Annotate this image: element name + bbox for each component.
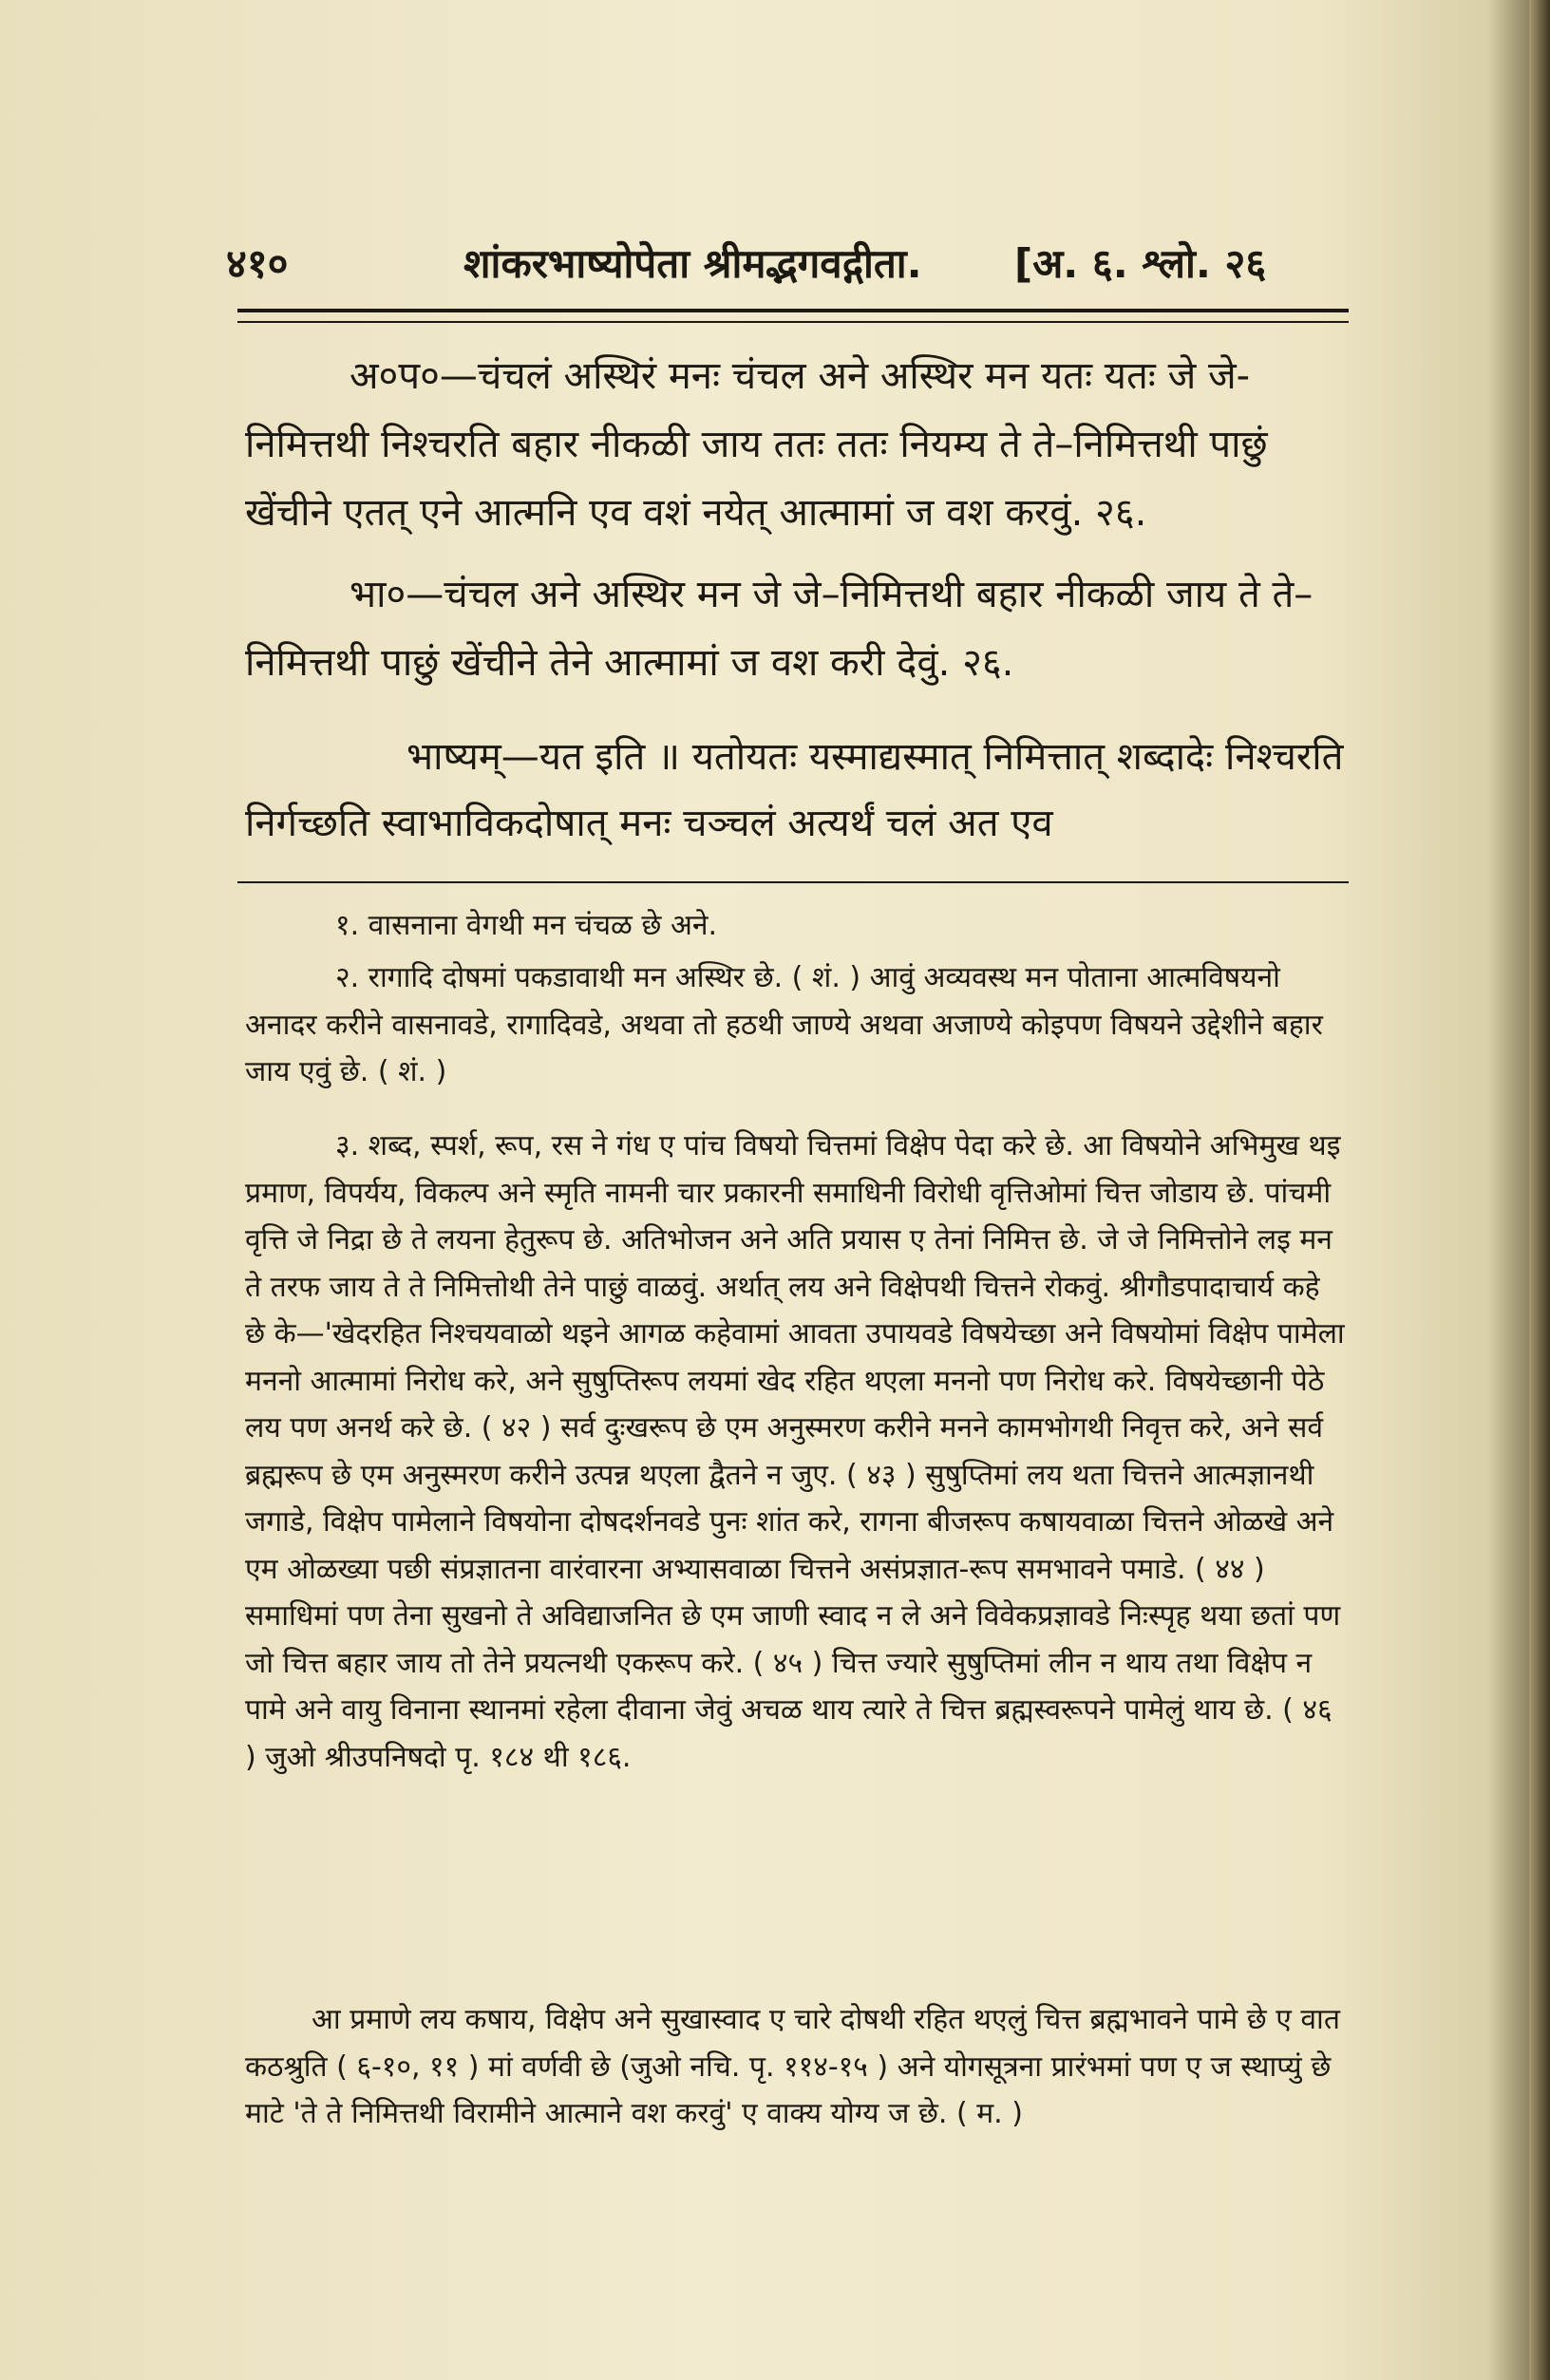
chapter-verse-reference: [अ. ६. श्लो. २६ bbox=[1014, 240, 1267, 287]
header-rule-thin bbox=[237, 321, 1349, 323]
footnote-separator bbox=[237, 881, 1349, 883]
word-meaning-paragraph: अ०प०—चंचलं अस्थिरं मनः चंचल अने अस्थिर मन यतः यतः जे जे-निमित्तथी निश्चरति बहार नीकळी जाय ततः ततः नियम्य ते ते–निमित्तथी पाछुं खेंचीने एतत् एने आत्मनि एव वशं नयेत् आत्मामां ज वश करवुं. २६. bbox=[245, 354, 1268, 535]
footnote-3: ३. शब्द, स्पर्श, रूप, रस ने गंध ए पांच विषयो चित्तमां विक्षेप पेदा करे छे. आ विषयोने अभिमुख थइ प्रमाण, विपर्यय, विकल्प अने स्मृति नामनी चार प्रकारनी समाधिनी विरोधी वृत्तिओमां चित्त जोडाय छे. पांचमी वृत्ति जे निद्रा छे ते लयना हेतुरूप छे. अतिभोजन अने अति प्रयास ए तेनां निमित्त छे. जे जे निमित्तोने लइ मन ते तरफ जाय ते ते निमित्तोथी तेने पाछुं वाळवुं. अर्थात् लय अने विक्षेपथी चित्तने रोकवुं. श्रीगौडपादाचार्य कहे छे के—'खेदरहित निश्चयवाळो थइने आगळ कहेवामां आवता उपायवडे विषयेच्छा अने विषयोमां विक्षेप पामेला मननो आत्मामां निरोध करे, अने सुषुप्तिरूप लयमां खेद रहित थएला मननो पण निरोध करे. विषयेच्छानी पेठे लय पण अनर्थ करे छे. ( ४२ ) सर्व दुःखरूप छे एम अनुस्मरण करीने मनने कामभोगथी निवृत्त करे, अने सर्व ब्रह्मरूप छे एम अनुस्मरण करीने उत्पन्न थएला द्वैतने न जुए. ( ४३ ) सुषुप्तिमां लय थता चित्तने आत्मज्ञानथी जगाडे, विक्षेप पामेलाने विषयोना दोषदर्शनवडे पुनः शांत करे, रागना बीजरूप कषायवाळा चित्तने ओळखे अने एम ओळख्या पछी संप्रज्ञातना वारंवारना अभ्यासवाळा चित्तने असंप्रज्ञात-रूप समभावने पमाडे. ( ४४ ) समाधिमां पण तेना सुखनो ते अविद्याजनित छे एम जाणी स्वाद न ले अने विवेकप्रज्ञावडे निःस्पृह थया छतां पण जो चित्त बहार जाय तो तेने प्रयत्नथी एकरूप करे. ( ४५ ) चित्त ज्यारे सुषुप्तिमां लीन न थाय तथा विक्षेप न पामे अने वायु विनाना स्थानमां रहेला दीवाना जेवुं अचळ थाय त्यारे ते चित्त ब्रह्मस्वरूपने पामेलुं थाय छे. ( ४६ ) जुओ श्रीउपनिषदो पृ. १८४ थी १८६. bbox=[245, 1129, 1345, 1774]
running-title: शांकरभाष्योपेता श्रीमद्भगवद्गीता. bbox=[463, 240, 922, 287]
footnote-2: २. रागादि दोषमां पकडावाथी मन अस्थिर छे. ( शं. ) आवुं अव्यवस्थ मन पोताना आत्मविषयनो अनादर करीने वासनावडे, रागादिवडे, अथवा तो हठथी जाण्ये अथवा अजाण्ये कोइपण विषयने उद्देशीने बहार जाय एवुं छे. ( शं. ) bbox=[245, 961, 1323, 1088]
footnote-summary: आ प्रमाणे लय कषाय, विक्षेप अने सुखास्वाद ए चारे दोषथी रहित थएलुं चित्त ब्रह्मभावने पामे छे ए वात कठश्रुति ( ६-१०, ११ ) मां वर्णवी छे (जुओ नचि. पृ. ११४-१५ ) अने योगसूत्रना प्रारंभमां पण ए ज स्थाप्युं छे माटे 'ते ते निमित्तथी विरामीने आत्माने वश करवुं' ए वाक्य योग्य ज छे. ( म. ) bbox=[245, 2003, 1340, 2130]
header-rule-thick bbox=[237, 309, 1349, 312]
translation-paragraph: भा०—चंचल अने अस्थिर मन जे जे–निमित्तथी बहार नीकळी जाय ते ते–निमित्तथी पाछुं खेंचीने तेने आत्मामां ज वश करी देवुं. २६. bbox=[245, 573, 1314, 685]
commentary-paragraph: भाष्यम्—यत इति ॥ यतोयतः यस्माद्यस्मात् निमित्तात् शब्दादेः निश्चरति निर्गच्छति स्वाभाविकदोषात् मनः चञ्चलं अत्यर्थं चलं अत एव bbox=[245, 735, 1344, 845]
footnote-1: १. वासनाना वेगथी मन चंचळ छे अने. bbox=[335, 909, 718, 942]
page-number: ४१० bbox=[226, 240, 289, 287]
page-header bbox=[226, 236, 1347, 312]
page-edge bbox=[1529, 0, 1550, 2380]
